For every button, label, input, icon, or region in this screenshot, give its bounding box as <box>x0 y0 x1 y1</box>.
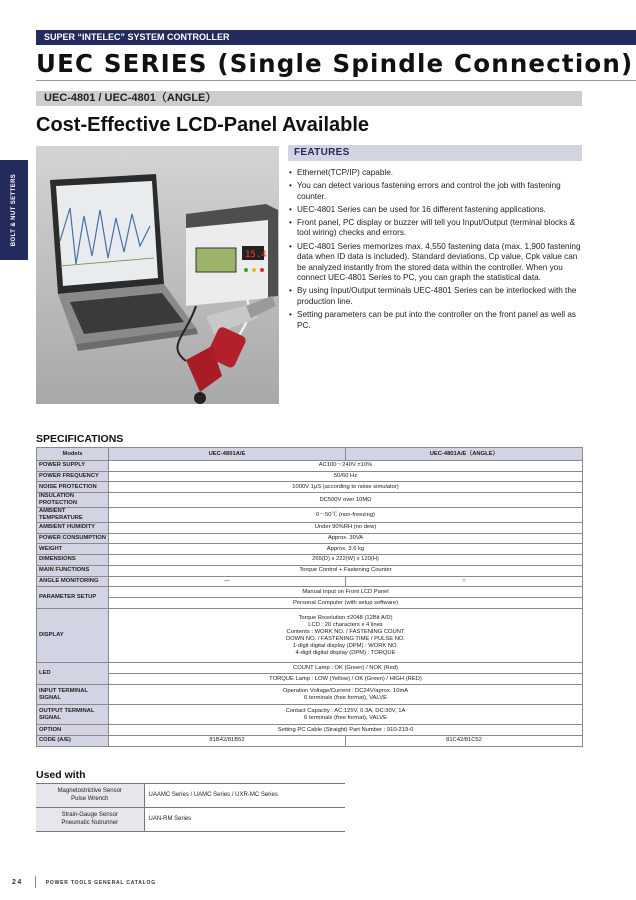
table-row <box>37 609 583 663</box>
row-value <box>109 705 583 725</box>
table-row <box>37 471 583 482</box>
feature-item: • Setting parameters can be put into the controller on the front panel as well as PC. <box>288 310 582 331</box>
table-row <box>37 735 583 746</box>
compatible-series: UAAMC Series / UAMC Series / UXR-MC Series <box>144 784 345 808</box>
feature-item: • By using Input/Output terminals UEC-4801 Series can be interlocked with the production line. <box>288 286 582 307</box>
model-band: UEC-4801 / UEC-4801（ANGLE） <box>36 91 582 106</box>
tool-type-label <box>36 808 144 832</box>
row-value: 0～50℃ (non-freezing) <box>109 508 583 523</box>
title-divider <box>36 80 636 81</box>
row-label: PARAMETER SETUP <box>37 587 109 609</box>
tool-type-line: Pulse Wrench <box>71 795 109 802</box>
row-label: DISPLAY <box>37 609 109 663</box>
category-band: SUPER “INTELEC” SYSTEM CONTROLLER <box>36 30 636 45</box>
feature-item: • UEC-4801 Series memorizes max. 4,550 fastening data (max. 1,900 fastening data when ID data is included). Standard deviations, Cp value, Cpk value can be analyzed instantly from the stored data within the controller. When you connect UEC-4801 Series to PC, you can graph the statistical data. <box>288 242 582 284</box>
display-spec-line: 4-digit digital display (DPM) : TORQUE <box>295 649 396 656</box>
specifications-heading: SPECIFICATIONS <box>36 433 124 445</box>
tool-type-label <box>36 784 144 808</box>
row-label: LED <box>37 663 109 685</box>
footer-divider <box>35 876 36 888</box>
page-subtitle: Cost-Effective LCD-Panel Available <box>36 114 370 136</box>
display-spec-line: Contents : WORK NO. / FASTENING COUNT <box>286 628 405 635</box>
table-row <box>37 533 583 544</box>
row-value: Approx. 30VA <box>109 533 583 544</box>
table-row <box>36 808 345 832</box>
display-spec-line: DOWN NO. / FASTENING TIME / PULSE NO. <box>285 635 406 642</box>
compatible-series: UAN-RM Series <box>144 808 345 832</box>
torque-display-readout: 15.4 <box>245 250 267 260</box>
table-row <box>37 508 583 523</box>
row-value: 50/60 Hz <box>109 471 583 482</box>
row-value: AC100～240V ±10% <box>109 461 583 472</box>
table-row <box>37 576 583 587</box>
row-label: POWER FREQUENCY <box>37 471 109 482</box>
row-value: 265(D) x 222(W) x 120(H) <box>109 555 583 566</box>
row-value: Approx. 3.6 kg <box>109 544 583 555</box>
row-value: ○ <box>346 576 583 587</box>
page-number: 24 <box>12 878 23 886</box>
tool-type-line: Pneumatic Nutrunner <box>61 819 119 826</box>
row-value-line: 6 terminals (free format), VALVE <box>304 694 387 701</box>
row-label: AMBIENT TEMPERATURE <box>37 508 109 523</box>
row-label: NOISE PROTECTION <box>37 482 109 493</box>
row-value <box>109 685 583 705</box>
row-value <box>109 609 583 663</box>
table-row <box>37 725 583 736</box>
display-spec-line: LCD : 20 characters x 4 lines <box>308 621 383 628</box>
row-value: — <box>109 576 346 587</box>
row-label: AMBIENT HUMIDITY <box>37 523 109 534</box>
row-value: 1000V 1μS (according to noise simulator) <box>109 482 583 493</box>
used-with-heading: Used with <box>36 769 86 781</box>
table-row <box>37 493 583 508</box>
row-value: Manual Input on Front LCD Panel <box>109 587 583 598</box>
page-footer <box>12 876 156 888</box>
row-value: Personal Computer (with setup software) <box>109 598 583 609</box>
row-value: 81B42/81B52 <box>109 735 346 746</box>
catalog-name: POWER TOOLS GENERAL CATALOG <box>45 879 156 886</box>
tool-type-line: Strain-Gauge Sensor <box>61 812 118 819</box>
row-label: OPTION <box>37 725 109 736</box>
product-photo-illustration <box>36 146 279 404</box>
feature-item: • UEC-4801 Series can be used for 16 different fastening applications. <box>288 205 582 216</box>
row-label: CODE (A/E) <box>37 735 109 746</box>
page-title: UEC SERIES (Single Spindle Connection) <box>36 49 634 78</box>
feature-item: • You can detect various fastening errors and control the job with fastening counter. <box>288 181 582 202</box>
column-header: UEC-4801A/E（ANGLE） <box>346 448 583 461</box>
features-heading: FEATURES <box>288 145 582 161</box>
table-row <box>37 565 583 576</box>
table-row <box>37 587 583 598</box>
product-photo <box>36 146 279 404</box>
row-value: Setting PC Cable (Straight) Part Number : 910-219-0 <box>109 725 583 736</box>
row-label: ANGLE MONITORING <box>37 576 109 587</box>
table-row <box>37 544 583 555</box>
features-list <box>288 168 582 334</box>
row-value: Under 90%RH (no dew) <box>109 523 583 534</box>
specifications-table <box>36 447 583 747</box>
row-value: DC500V over 10MΩ <box>109 493 583 508</box>
table-row <box>37 674 583 685</box>
row-value-line: 6 terminals (free format), VALVE <box>304 714 387 721</box>
row-value: COUNT Lamp : OK (Green) / NOK (Red) <box>109 663 583 674</box>
column-header: Models <box>37 448 109 461</box>
table-row <box>37 663 583 674</box>
row-label: DIMENSIONS <box>37 555 109 566</box>
row-label: MAIN FUNCTIONS <box>37 565 109 576</box>
row-label: WEIGHT <box>37 544 109 555</box>
feature-item: • Ethernet(TCP/IP) capable. <box>288 168 582 179</box>
column-header: UEC-4801A/E <box>109 448 346 461</box>
table-row <box>37 685 583 705</box>
row-label: OUTPUT TERMINAL SIGNAL <box>37 705 109 725</box>
table-row <box>37 555 583 566</box>
tool-type-line: Magnetostrictive Sensor <box>57 788 122 795</box>
row-value: TORQUE Lamp : LOW (Yellow) / OK (Green) / HIGH (RED) <box>109 674 583 685</box>
row-value-line: Operation Voltage/Current : DC24V/aprox. 10mA <box>282 687 409 694</box>
used-with-table <box>36 783 345 832</box>
row-value: Torque Control + Fastening Counter <box>109 565 583 576</box>
feature-item: • Front panel, PC display or buzzer will tell you Input/Output (terminal blocks & tool wiring) checks and errors. <box>288 218 582 239</box>
controller-unit-image <box>186 204 278 306</box>
row-label: INSULATION PROTECTION <box>37 493 109 508</box>
side-section-tab <box>0 160 28 260</box>
table-row <box>37 461 583 472</box>
side-tab-label: BOLT & NUT SETTERS <box>11 173 17 247</box>
display-spec-line: Torque Resolution ±2048 (12Bit A/D) <box>298 614 393 621</box>
row-value-line: Contact Capacity : AC:125V, 0.3A, DC:30V, 1A <box>285 707 406 714</box>
row-label: INPUT TERMINAL SIGNAL <box>37 685 109 705</box>
row-value: 81C42/81C52 <box>346 735 583 746</box>
table-header-row <box>37 448 583 461</box>
table-row <box>37 705 583 725</box>
table-row <box>37 598 583 609</box>
table-row <box>37 482 583 493</box>
row-label: POWER SUPPLY <box>37 461 109 472</box>
table-row <box>37 523 583 534</box>
display-spec-line: 1-digit digital display (DPM) : WORK NO. <box>292 642 399 649</box>
table-row <box>36 784 345 808</box>
row-label: POWER CONSUMPTION <box>37 533 109 544</box>
